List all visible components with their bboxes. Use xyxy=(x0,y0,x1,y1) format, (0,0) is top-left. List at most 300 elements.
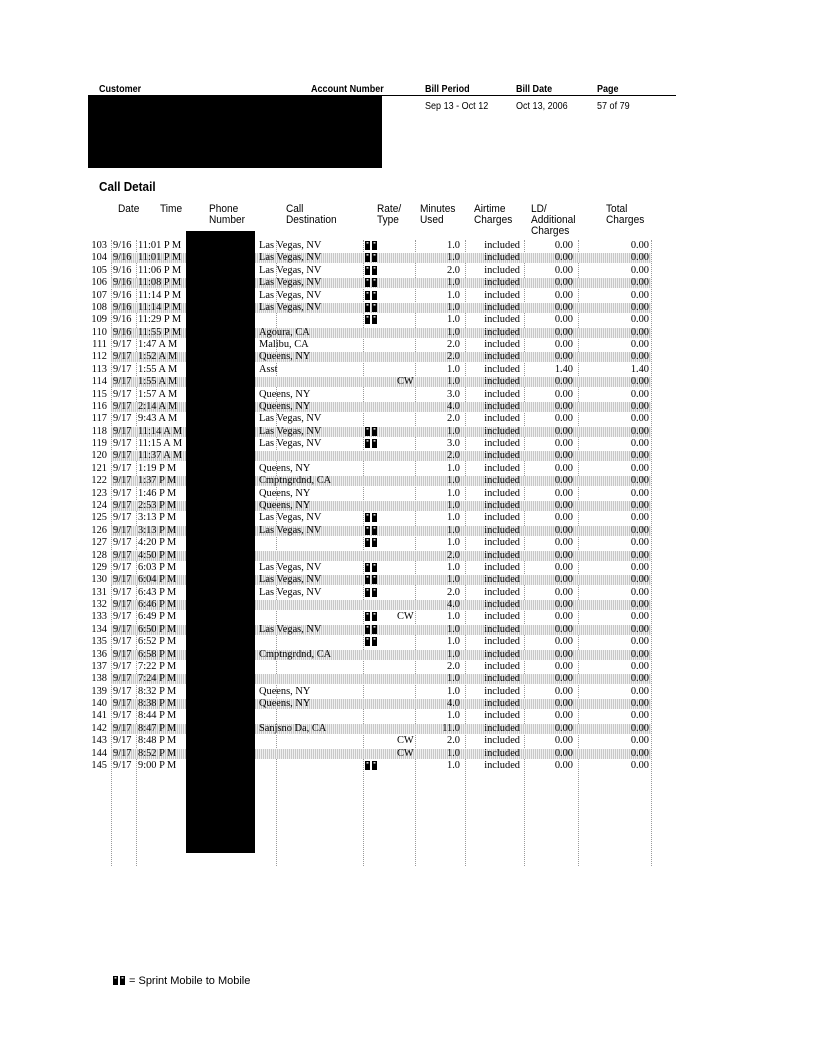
table-row xyxy=(0,649,816,661)
ld-additional-charges: 0.00 xyxy=(554,351,573,363)
airtime-charges: included xyxy=(484,363,520,375)
minutes-used: 1.0 xyxy=(447,561,460,573)
minutes-used: 1.0 xyxy=(447,475,460,487)
sprint-mobile-to-mobile-icon xyxy=(365,290,377,302)
table-row xyxy=(0,290,816,302)
ld-additional-charges: 0.00 xyxy=(554,611,573,623)
row-number: 136 xyxy=(91,648,107,660)
col-header-ld: LD/ Additional Charges xyxy=(531,203,576,237)
call-destination: Cmptngrdnd, CA xyxy=(259,648,332,660)
call-destination: Las Vegas, NV xyxy=(259,524,322,536)
total-charges: 0.00 xyxy=(630,722,649,734)
row-number: 118 xyxy=(91,425,107,437)
call-destination: Las Vegas, NV xyxy=(259,512,322,524)
call-destination: Las Vegas, NV xyxy=(259,413,322,425)
airtime-charges: included xyxy=(484,289,520,301)
ld-additional-charges: 0.00 xyxy=(554,759,573,771)
call-time: 7:24 P M xyxy=(138,673,177,685)
page-number-value: 57 of 79 xyxy=(597,100,630,112)
ld-additional-charges: 0.00 xyxy=(554,512,573,524)
call-waiting-type: CW xyxy=(397,376,414,388)
total-charges: 0.00 xyxy=(630,289,649,301)
airtime-charges: included xyxy=(484,413,520,425)
row-number: 104 xyxy=(91,252,107,264)
table-row xyxy=(0,550,816,562)
call-time: 11:14 A M xyxy=(138,425,183,437)
airtime-charges: included xyxy=(484,425,520,437)
total-charges: 0.00 xyxy=(630,438,649,450)
ld-additional-charges: 0.00 xyxy=(554,326,573,338)
call-destination: Las Vegas, NV xyxy=(259,277,322,289)
call-date: 9/17 xyxy=(113,599,132,611)
col-header-rate-type: Rate/ Type xyxy=(377,203,402,226)
total-charges: 0.00 xyxy=(630,574,649,586)
ld-additional-charges: 0.00 xyxy=(554,301,573,313)
airtime-charges: included xyxy=(484,438,520,450)
redacted-phone-column xyxy=(186,231,255,853)
call-time: 1:55 A M xyxy=(138,363,178,375)
airtime-charges: included xyxy=(484,524,520,536)
ld-additional-charges: 0.00 xyxy=(554,264,573,276)
table-row xyxy=(0,710,816,722)
row-number: 106 xyxy=(91,277,107,289)
total-charges: 0.00 xyxy=(630,264,649,276)
minutes-used: 2.0 xyxy=(447,549,460,561)
airtime-charges: included xyxy=(484,326,520,338)
ld-additional-charges: 0.00 xyxy=(554,685,573,697)
airtime-charges: included xyxy=(484,722,520,734)
ld-additional-charges: 0.00 xyxy=(554,475,573,487)
row-number: 105 xyxy=(91,264,107,276)
total-charges: 0.00 xyxy=(630,487,649,499)
airtime-charges: included xyxy=(484,462,520,474)
call-date: 9/16 xyxy=(113,252,132,264)
total-charges: 0.00 xyxy=(630,599,649,611)
ld-additional-charges: 0.00 xyxy=(554,376,573,388)
call-date: 9/17 xyxy=(113,735,132,747)
sprint-mobile-to-mobile-icon xyxy=(365,314,377,326)
total-charges: 0.00 xyxy=(630,376,649,388)
call-date: 9/17 xyxy=(113,722,132,734)
call-destination: Las Vegas, NV xyxy=(259,561,322,573)
row-number: 145 xyxy=(91,759,107,771)
call-date: 9/17 xyxy=(113,462,132,474)
total-charges: 0.00 xyxy=(630,735,649,747)
total-charges: 0.00 xyxy=(630,611,649,623)
row-number: 110 xyxy=(91,326,107,338)
airtime-charges: included xyxy=(484,698,520,710)
call-date: 9/17 xyxy=(113,648,132,660)
call-destination: Las Vegas, NV xyxy=(259,586,322,598)
ld-additional-charges: 0.00 xyxy=(554,277,573,289)
airtime-charges: included xyxy=(484,561,520,573)
call-date: 9/17 xyxy=(113,400,132,412)
call-time: 9:43 A M xyxy=(138,413,178,425)
airtime-charges: included xyxy=(484,388,520,400)
call-destination: Queens, NY xyxy=(259,388,311,400)
page-label: Page xyxy=(597,83,619,95)
sprint-mobile-to-mobile-icon xyxy=(365,426,377,438)
call-waiting-type: CW xyxy=(397,735,414,747)
total-charges: 0.00 xyxy=(630,277,649,289)
table-row xyxy=(0,376,816,388)
airtime-charges: included xyxy=(484,673,520,685)
row-number: 109 xyxy=(91,314,107,326)
table-row xyxy=(0,537,816,549)
airtime-charges: included xyxy=(484,240,520,251)
ld-additional-charges: 0.00 xyxy=(554,400,573,412)
airtime-charges: included xyxy=(484,376,520,388)
call-destination: Queens, NY xyxy=(259,487,311,499)
row-number: 124 xyxy=(91,499,107,511)
call-destination: Queens, NY xyxy=(259,499,311,511)
call-date: 9/17 xyxy=(113,524,132,536)
minutes-used: 2.0 xyxy=(447,339,460,351)
ld-additional-charges: 0.00 xyxy=(554,599,573,611)
call-date: 9/17 xyxy=(113,586,132,598)
minutes-used: 1.0 xyxy=(447,301,460,313)
col-header-destination: Call Destination xyxy=(286,203,337,226)
minutes-used: 1.0 xyxy=(447,747,460,759)
table-row xyxy=(0,587,816,599)
call-date: 9/17 xyxy=(113,698,132,710)
call-time: 3:13 P M xyxy=(138,524,177,536)
ld-additional-charges: 0.00 xyxy=(554,425,573,437)
sprint-mobile-to-mobile-icon xyxy=(365,438,377,450)
row-number: 139 xyxy=(91,685,107,697)
table-row xyxy=(0,500,816,512)
ld-additional-charges: 0.00 xyxy=(554,574,573,586)
sprint-mobile-to-mobile-icon xyxy=(365,574,377,586)
table-row xyxy=(0,302,816,314)
sprint-mobile-to-mobile-icon xyxy=(365,587,377,599)
total-charges: 1.40 xyxy=(630,363,649,375)
call-date: 9/16 xyxy=(113,326,132,338)
row-number: 129 xyxy=(91,561,107,573)
row-number: 116 xyxy=(91,400,107,412)
bill-period-label: Bill Period xyxy=(425,83,470,95)
sprint-mobile-to-mobile-icon xyxy=(365,562,377,574)
sprint-mobile-to-mobile-icon xyxy=(365,265,377,277)
total-charges: 0.00 xyxy=(630,636,649,648)
call-time: 1:47 A M xyxy=(138,339,178,351)
col-header-date: Date xyxy=(118,203,140,215)
col-header-airtime: Airtime Charges xyxy=(474,203,513,226)
minutes-used: 1.0 xyxy=(447,289,460,301)
call-time: 11:15 A M xyxy=(138,438,183,450)
sprint-mobile-to-mobile-icon xyxy=(365,277,377,289)
call-date: 9/17 xyxy=(113,438,132,450)
row-number: 134 xyxy=(91,623,107,635)
call-date: 9/16 xyxy=(113,277,132,289)
minutes-used: 1.0 xyxy=(447,685,460,697)
table-row xyxy=(0,389,816,401)
airtime-charges: included xyxy=(484,400,520,412)
call-date: 9/17 xyxy=(113,351,132,363)
ld-additional-charges: 0.00 xyxy=(554,623,573,635)
table-row xyxy=(0,438,816,450)
sprint-mobile-to-mobile-icon xyxy=(365,760,377,772)
minutes-used: 1.0 xyxy=(447,611,460,623)
call-time: 8:32 P M xyxy=(138,685,177,697)
minutes-used: 3.0 xyxy=(447,438,460,450)
ld-additional-charges: 1.40 xyxy=(554,363,573,375)
ld-additional-charges: 0.00 xyxy=(554,413,573,425)
call-date: 9/17 xyxy=(113,339,132,351)
minutes-used: 1.0 xyxy=(447,277,460,289)
total-charges: 0.00 xyxy=(630,475,649,487)
table-row xyxy=(0,636,816,648)
call-destination: Queens, NY xyxy=(259,685,311,697)
call-date: 9/17 xyxy=(113,636,132,648)
sprint-mobile-to-mobile-icon xyxy=(365,537,377,549)
call-date: 9/17 xyxy=(113,710,132,722)
call-date: 9/17 xyxy=(113,611,132,623)
total-charges: 0.00 xyxy=(630,301,649,313)
customer-label: Customer xyxy=(99,83,142,95)
ld-additional-charges: 0.00 xyxy=(554,735,573,747)
table-row xyxy=(0,735,816,747)
row-number: 119 xyxy=(91,438,107,450)
table-row xyxy=(0,673,816,685)
ld-additional-charges: 0.00 xyxy=(554,339,573,351)
sprint-mobile-to-mobile-icon xyxy=(113,976,125,985)
minutes-used: 1.0 xyxy=(447,636,460,648)
table-row xyxy=(0,698,816,710)
call-time: 11:29 P M xyxy=(138,314,182,326)
minutes-used: 2.0 xyxy=(447,351,460,363)
ld-additional-charges: 0.00 xyxy=(554,747,573,759)
minutes-used: 2.0 xyxy=(447,413,460,425)
ld-additional-charges: 0.00 xyxy=(554,648,573,660)
table-row xyxy=(0,364,816,376)
ld-additional-charges: 0.00 xyxy=(554,586,573,598)
airtime-charges: included xyxy=(484,710,520,722)
ld-additional-charges: 0.00 xyxy=(554,388,573,400)
call-time: 6:04 P M xyxy=(138,574,177,586)
col-header-minutes: Minutes Used xyxy=(420,203,456,226)
call-date: 9/17 xyxy=(113,549,132,561)
sprint-mobile-to-mobile-icon xyxy=(365,240,377,252)
airtime-charges: included xyxy=(484,549,520,561)
row-number: 121 xyxy=(91,462,107,474)
ld-additional-charges: 0.00 xyxy=(554,462,573,474)
total-charges: 0.00 xyxy=(630,499,649,511)
airtime-charges: included xyxy=(484,685,520,697)
airtime-charges: included xyxy=(484,277,520,289)
call-waiting-type: CW xyxy=(397,611,414,623)
col-header-time: Time xyxy=(160,203,183,215)
call-time: 11:06 P M xyxy=(138,264,182,276)
minutes-used: 2.0 xyxy=(447,586,460,598)
call-time: 11:14 P M xyxy=(138,289,182,301)
ld-additional-charges: 0.00 xyxy=(554,710,573,722)
airtime-charges: included xyxy=(484,314,520,326)
ld-additional-charges: 0.00 xyxy=(554,537,573,549)
ld-additional-charges: 0.00 xyxy=(554,561,573,573)
call-date: 9/17 xyxy=(113,413,132,425)
call-time: 1:46 P M xyxy=(138,487,177,499)
call-date: 9/16 xyxy=(113,289,132,301)
call-date: 9/17 xyxy=(113,363,132,375)
table-row xyxy=(0,327,816,339)
table-row xyxy=(0,475,816,487)
total-charges: 0.00 xyxy=(630,623,649,635)
call-time: 8:44 P M xyxy=(138,710,177,722)
call-date: 9/17 xyxy=(113,512,132,524)
call-destination: Malibu, CA xyxy=(259,339,309,351)
minutes-used: 4.0 xyxy=(447,599,460,611)
total-charges: 0.00 xyxy=(630,240,649,251)
airtime-charges: included xyxy=(484,759,520,771)
minutes-used: 4.0 xyxy=(447,400,460,412)
col-header-total: Total Charges xyxy=(606,203,645,226)
call-time: 8:52 P M xyxy=(138,747,177,759)
ld-additional-charges: 0.00 xyxy=(554,487,573,499)
call-destination: Las Vegas, NV xyxy=(259,574,322,586)
row-number: 143 xyxy=(91,735,107,747)
account-number-label: Account Number xyxy=(311,83,384,95)
row-number: 133 xyxy=(91,611,107,623)
total-charges: 0.00 xyxy=(630,673,649,685)
call-date: 9/17 xyxy=(113,388,132,400)
call-time: 1:55 A M xyxy=(138,376,178,388)
call-destination: Queens, NY xyxy=(259,351,311,363)
call-date: 9/17 xyxy=(113,660,132,672)
airtime-charges: included xyxy=(484,586,520,598)
call-time: 6:49 P M xyxy=(138,611,177,623)
call-date: 9/17 xyxy=(113,487,132,499)
table-row xyxy=(0,252,816,264)
table-row xyxy=(0,450,816,462)
minutes-used: 2.0 xyxy=(447,735,460,747)
total-charges: 0.00 xyxy=(630,549,649,561)
col-header-phone: Phone Number xyxy=(209,203,245,226)
row-number: 137 xyxy=(91,660,107,672)
row-number: 120 xyxy=(91,450,107,462)
call-destination: Las Vegas, NV xyxy=(259,623,322,635)
airtime-charges: included xyxy=(484,512,520,524)
airtime-charges: included xyxy=(484,252,520,264)
minutes-used: 1.0 xyxy=(447,574,460,586)
row-number: 115 xyxy=(91,388,107,400)
airtime-charges: included xyxy=(484,537,520,549)
call-destination: Las Vegas, NV xyxy=(259,240,322,251)
total-charges: 0.00 xyxy=(630,450,649,462)
call-waiting-type: CW xyxy=(397,747,414,759)
ld-additional-charges: 0.00 xyxy=(554,673,573,685)
minutes-used: 1.0 xyxy=(447,759,460,771)
call-destination: Asst xyxy=(259,363,278,375)
airtime-charges: included xyxy=(484,648,520,660)
row-number: 144 xyxy=(91,747,107,759)
minutes-used: 1.0 xyxy=(447,487,460,499)
row-number: 128 xyxy=(91,549,107,561)
minutes-used: 1.0 xyxy=(447,314,460,326)
minutes-used: 1.0 xyxy=(447,240,460,251)
call-date: 9/17 xyxy=(113,475,132,487)
call-date: 9/17 xyxy=(113,673,132,685)
table-row xyxy=(0,574,816,586)
minutes-used: 2.0 xyxy=(447,264,460,276)
call-destination: Las Vegas, NV xyxy=(259,425,322,437)
ld-additional-charges: 0.00 xyxy=(554,549,573,561)
call-time: 6:52 P M xyxy=(138,636,177,648)
row-number: 112 xyxy=(91,351,107,363)
row-number: 117 xyxy=(91,413,107,425)
call-time: 1:19 P M xyxy=(138,462,177,474)
table-row xyxy=(0,488,816,500)
minutes-used: 1.0 xyxy=(447,376,460,388)
call-time: 2:53 P M xyxy=(138,499,177,511)
airtime-charges: included xyxy=(484,499,520,511)
airtime-charges: included xyxy=(484,735,520,747)
minutes-used: 3.0 xyxy=(447,388,460,400)
call-time: 6:03 P M xyxy=(138,561,177,573)
airtime-charges: included xyxy=(484,450,520,462)
call-time: 9:00 P M xyxy=(138,759,177,771)
total-charges: 0.00 xyxy=(630,339,649,351)
call-date: 9/16 xyxy=(113,314,132,326)
total-charges: 0.00 xyxy=(630,512,649,524)
ld-additional-charges: 0.00 xyxy=(554,314,573,326)
minutes-used: 1.0 xyxy=(447,512,460,524)
call-date: 9/17 xyxy=(113,499,132,511)
airtime-charges: included xyxy=(484,339,520,351)
airtime-charges: included xyxy=(484,623,520,635)
table-row xyxy=(0,611,816,623)
minutes-used: 1.0 xyxy=(447,648,460,660)
call-time: 8:38 P M xyxy=(138,698,177,710)
row-number: 114 xyxy=(91,376,107,388)
airtime-charges: included xyxy=(484,487,520,499)
total-charges: 0.00 xyxy=(630,425,649,437)
minutes-used: 1.0 xyxy=(447,462,460,474)
call-destination: Las Vegas, NV xyxy=(259,301,322,313)
total-charges: 0.00 xyxy=(630,462,649,474)
row-number: 125 xyxy=(91,512,107,524)
minutes-used: 1.0 xyxy=(447,673,460,685)
ld-additional-charges: 0.00 xyxy=(554,450,573,462)
call-time: 6:58 P M xyxy=(138,648,177,660)
row-number: 135 xyxy=(91,636,107,648)
table-row xyxy=(0,661,816,673)
total-charges: 0.00 xyxy=(630,698,649,710)
row-number: 142 xyxy=(91,722,107,734)
section-title: Call Detail xyxy=(99,179,156,194)
table-row xyxy=(0,624,816,636)
call-time: 11:55 P M xyxy=(138,326,182,338)
call-date: 9/17 xyxy=(113,747,132,759)
table-row xyxy=(0,525,816,537)
call-destination: Agoura, CA xyxy=(259,326,310,338)
table-row xyxy=(0,599,816,611)
row-number: 140 xyxy=(91,698,107,710)
table-row xyxy=(0,760,816,772)
row-number: 131 xyxy=(91,586,107,598)
call-time: 8:48 P M xyxy=(138,735,177,747)
row-number: 107 xyxy=(91,289,107,301)
total-charges: 0.00 xyxy=(630,326,649,338)
call-destination: Las Vegas, NV xyxy=(259,438,322,450)
row-number: 123 xyxy=(91,487,107,499)
total-charges: 0.00 xyxy=(630,413,649,425)
table-row xyxy=(0,748,816,760)
row-number: 113 xyxy=(91,363,107,375)
table-row xyxy=(0,351,816,363)
sprint-mobile-to-mobile-icon xyxy=(365,611,377,623)
minutes-used: 1.0 xyxy=(447,425,460,437)
